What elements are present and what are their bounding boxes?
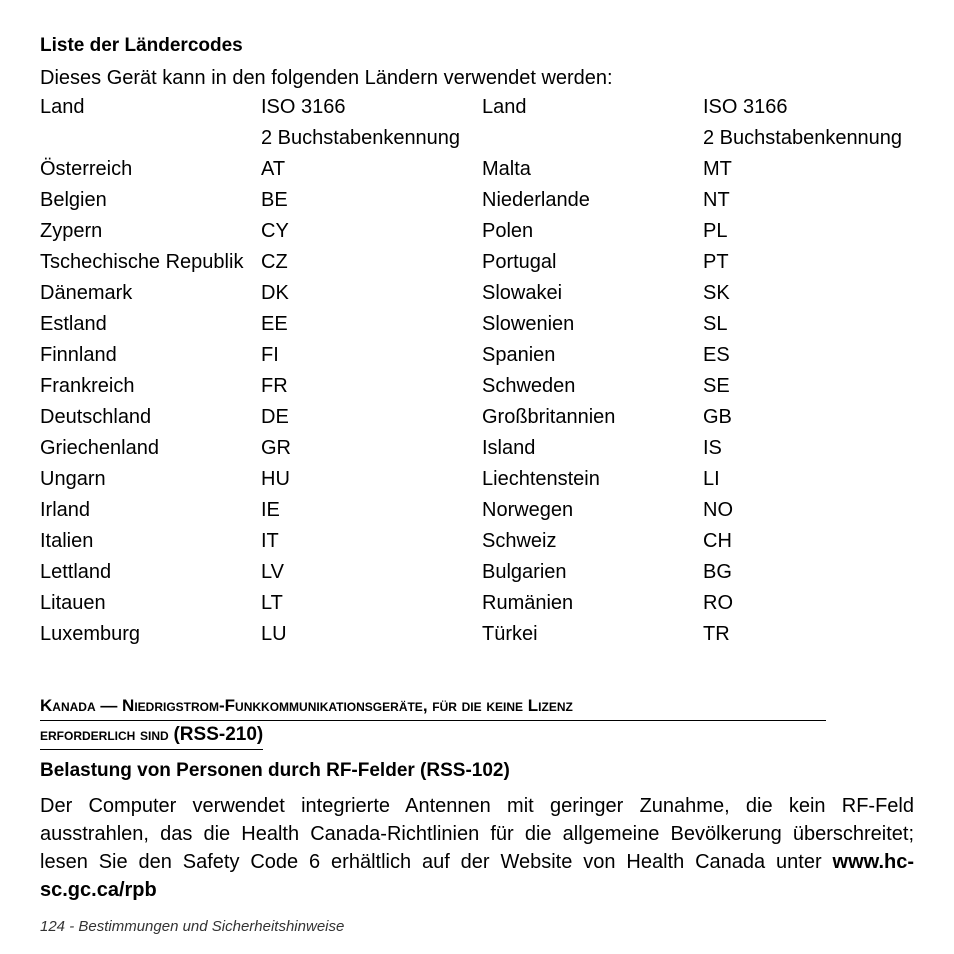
table-cell: Griechenland [40,437,159,459]
table-cell: Island [482,437,536,459]
page-footer: 124 - Bestimmungen und Sicherheitshinweise [40,918,345,935]
table-cell: Malta [482,158,531,180]
table-cell: FI [261,344,279,366]
table-cell: Österreich [40,158,133,180]
table-row [40,312,920,343]
table-cell: Großbritannien [482,406,616,428]
table-cell: DK [261,282,289,304]
table-row [40,281,920,312]
table-row [40,405,920,436]
table-cell: Spanien [482,344,556,366]
table-cell: LI [703,468,720,490]
table-cell: GR [261,437,291,459]
table-cell: Schweden [482,375,576,397]
table-cell: SE [703,375,730,397]
table-cell: BG [703,561,732,583]
country-codes-heading: Liste der Ländercodes [40,35,243,56]
table-row [40,436,920,467]
table-cell: Land [40,96,85,118]
table-row [40,498,920,529]
table-cell: IE [261,499,280,521]
table-cell: Frankreich [40,375,135,397]
table-cell: Finnland [40,344,117,366]
rf-exposure-heading: Belastung von Personen durch RF-Felder (RSS-102) [40,760,510,781]
table-row [40,219,920,250]
table-cell: PT [703,251,729,273]
table-cell: Lettland [40,561,112,583]
table-cell: AT [261,158,286,180]
table-cell: Slowenien [482,313,575,335]
table-cell: Rumänien [482,592,574,614]
table-row [40,529,920,560]
table-row [40,188,920,219]
table-cell: SK [703,282,730,304]
health-canada-link[interactable]: www.hc-sc.gc.ca/rpb [40,851,914,901]
paragraph-text: Der Computer verwendet integrierte Antennen mit geringer Zunahme, die kein RF-Feld ausstrahlen, das die Health Canada-Richtlinien für die allgemeine Bevölkerung überschreitet; lesen Sie den Safety Code 6 erhältlich auf der Website von Health Canada unter [40,795,914,873]
table-cell: TR [703,623,730,645]
rf-exposure-paragraph [40,792,914,904]
table-cell: Slowakei [482,282,563,304]
table-cell: GB [703,406,732,428]
table-cell: IT [261,530,279,552]
table-cell: RO [703,592,733,614]
table-cell: NO [703,499,733,521]
table-cell: LU [261,623,287,645]
table-cell: Deutschland [40,406,152,428]
table-cell: MT [703,158,732,180]
table-cell: Bulgarien [482,561,567,583]
table-subheader-row [40,126,920,157]
table-header-row [40,95,920,126]
table-cell: Irland [40,499,91,521]
table-cell: SL [703,313,728,335]
table-row [40,560,920,591]
table-row [40,157,920,188]
table-cell: 2 Buchstabenkennung [261,127,461,149]
table-cell: ISO 3166 [703,96,788,118]
table-cell: Liechtenstein [482,468,600,490]
table-cell: EE [261,313,288,335]
table-cell: LT [261,592,283,614]
table-cell: BE [261,189,288,211]
table-cell: Italien [40,530,94,552]
table-cell: Estland [40,313,107,335]
table-cell: Litauen [40,592,106,614]
table-cell: ISO 3166 [261,96,346,118]
canada-section-title [40,692,826,750]
table-cell: NT [703,189,730,211]
table-cell: Zypern [40,220,103,242]
table-cell: Norwegen [482,499,574,521]
table-cell: Schweiz [482,530,557,552]
table-cell: Portugal [482,251,557,273]
table-cell: Niederlande [482,189,590,211]
section-title-line1: Kanada — Niedrigstrom-Funkkommunikationsgeräte, für die keine Lizenz [40,692,826,721]
intro-text: Dieses Gerät kann in den folgenden Ländern verwendet werden: [40,67,613,89]
table-cell: ES [703,344,730,366]
table-cell: HU [261,468,290,490]
country-code-table [40,95,920,653]
table-cell: Polen [482,220,534,242]
table-cell: DE [261,406,289,428]
table-row [40,591,920,622]
table-cell: 2 Buchstabenkennung [703,127,903,149]
table-row [40,343,920,374]
table-row [40,250,920,281]
table-cell: Belgien [40,189,107,211]
table-cell: PL [703,220,728,242]
table-cell: Luxemburg [40,623,141,645]
table-cell: IS [703,437,722,459]
section-title-line2-text: erforderlich sind [40,725,169,744]
table-cell: Dänemark [40,282,133,304]
table-row [40,374,920,405]
section-title-line2 [40,721,263,750]
table-row [40,467,920,498]
section-title-code: (RSS-210) [173,724,264,745]
table-cell: FR [261,375,288,397]
table-cell: Türkei [482,623,538,645]
table-cell: LV [261,561,284,583]
table-cell: Land [482,96,527,118]
table-cell: CZ [261,251,288,273]
table-cell: Tschechische Republik [40,251,244,273]
table-cell: CY [261,220,289,242]
table-cell: CH [703,530,732,552]
table-cell: Ungarn [40,468,106,490]
table-row [40,622,920,653]
